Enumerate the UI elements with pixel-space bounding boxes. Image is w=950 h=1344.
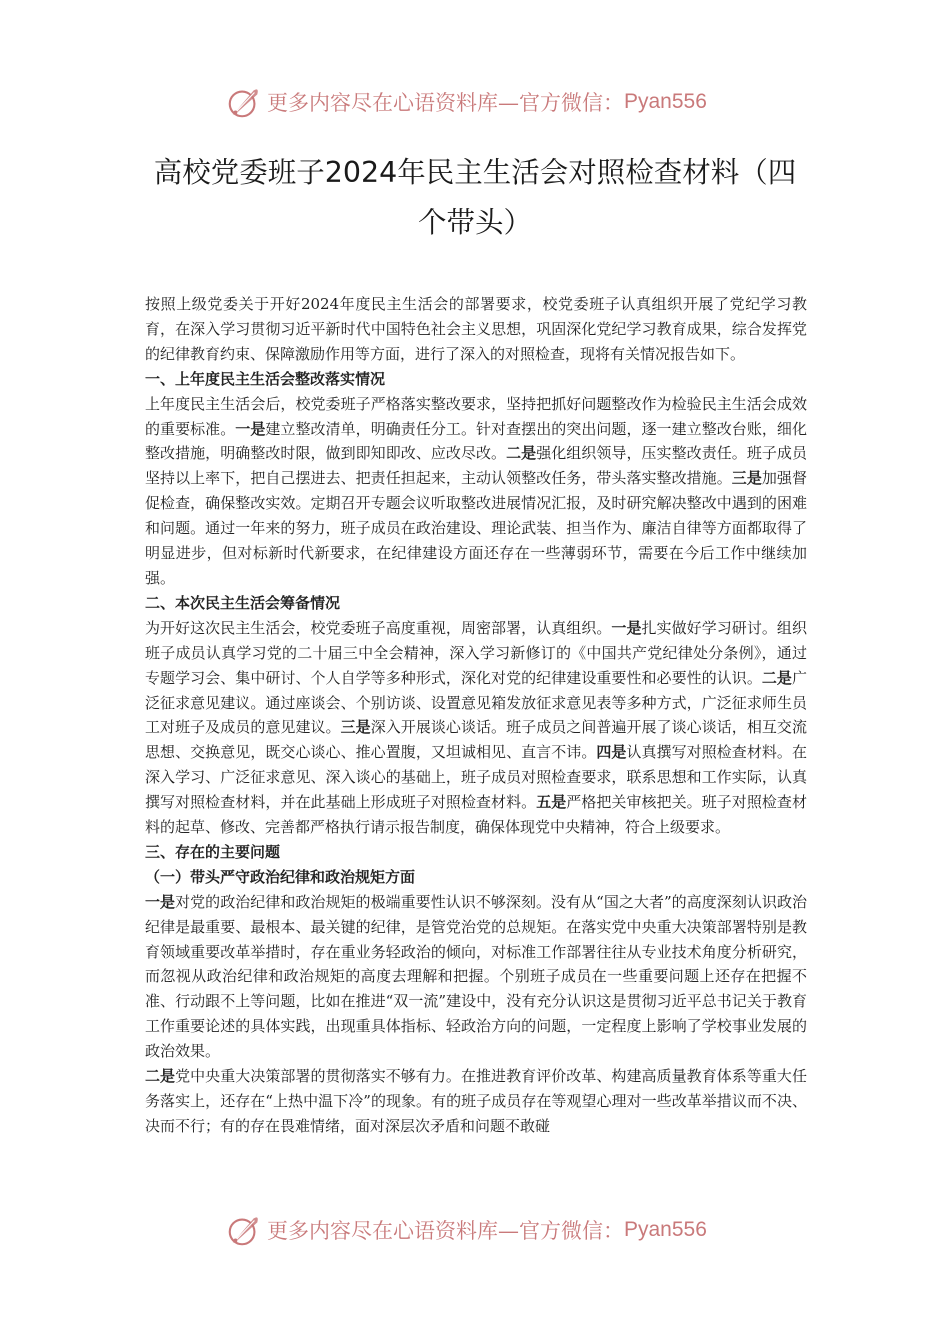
section-2-text: 严格把关审核把关。班子对照检查材料的起草、修改、完善都严格执行请示报告制度，确保体现党中央精神，符合上级要求。 [145,793,807,837]
section-2-text: 为开好这次民主生活会，校党委班子高度重视，周密部署，认真组织。 [145,618,612,637]
intro-paragraph: 按照上级党委关于开好2024年度民主生活会的部署要求，校党委班子认真组织开展了党纪学习教育，在深入学习贯彻习近平新时代中国特色社会主义思想，巩固深化党纪学习教育成果，综合发挥党的纪律教育约束、保障激励作用等方面，进行了深入的对照检查，现将有关情况报告如下。 [145,295,807,363]
watermark-banner-bottom [225,1210,707,1250]
section-3-paragraph-1 [145,890,807,1064]
section-3-subheading: （一）带头严守政治纪律和政治规矩方面 [145,867,416,886]
keyword: 三是 [731,469,762,488]
watermark-wechat-id: Pyan556 [624,1218,707,1241]
section-3-text: 党中央重大决策部署的贯彻落实不够有力。在推进教育评价改革、构建高质量教育体系等重大任务落实上，还存在“上热中温下冷”的现象。有的班子成员存在等观望心理对一些改革举措议而不决、决而不行；有的存在畏难情绪，面对深层次矛盾和问题不敢碰 [145,1067,807,1135]
watermark-banner-top [225,82,707,122]
feather-pen-logo-icon [225,83,263,121]
section-2-text: 深入开展谈心谈话。班子成员之间普遍开展了谈心谈话，相互交流思想、交换意见，既交心谈心、推心置腹，又坦诚相见、直言不讳。 [145,718,807,762]
section-2-heading: 二、本次民主生活会筹备情况 [145,593,341,612]
section-2-text: 广泛征求意见建议。通过座谈会、个别访谈、设置意见箱发放征求意见表等多种方式，广泛征求师生员工对班子及成员的意见建议。 [145,668,807,737]
document-body [145,292,807,1139]
keyword: 一是 [235,419,266,438]
keyword: 一是 [611,618,642,637]
feather-pen-logo-icon [225,1211,263,1249]
keyword: 二是 [145,1067,176,1086]
section-1-heading: 一、上年度民主生活会整改落实情况 [145,369,386,388]
document-title: 高校党委班子2024年民主生活会对照检查材料（四个带头） [153,156,797,239]
keyword: 一是 [145,892,176,911]
section-1-text: 上年度民主生活会后，校党委班子严格落实整改要求，坚持把抓好问题整改作为检验民主生活会成效的重要标准。 [145,394,807,438]
section-1-text: 强化组织领导，压实整改责任。班子成员坚持以上率下，把自己摆进去、把责任担起来，主动认领整改任务，带头落实整改措施。 [145,444,807,488]
section-1-text: 加强督促检查，确保整改实效。定期召开专题会议听取整改进展情况汇报，及时研究解决整改中遇到的困难和问题。通过一年来的努力，班子成员在政治建设、理论武装、担当作为、廉洁自律等方面都取得了明显进步，但对标新时代新要求，在纪律建设方面还存在一些薄弱环节，需要在今后工作中继续加强。 [145,469,807,587]
keyword: 二是 [506,444,537,463]
section-3-text: 对党的政治纪律和政治规矩的极端重要性认识不够深刻。没有从“国之大者”的高度深刻认识政治纪律是最重要、最根本、最关键的纪律，是管党治党的总规矩。在落实党中央重大决策部署特别是教育领域重要改革举措时，存在重业务轻政治的倾向，对标准工作部署往往从专业技术角度分析研究，而忽视从政治纪律和政治规矩的高度去理解和把握。个别班子成员在一些重要问题上还存在把握不准、行动跟不上等问题，比如在推进“双一流”建设中，没有充分认识这是贯彻习近平总书记关于教育工作重要论述的具体实践，出现重具体指标、轻政治方向的问题，一定程度上影响了学校事业发展的政治效果。 [145,892,807,1061]
section-2-paragraph [145,616,807,840]
section-3-paragraph-2 [145,1064,807,1139]
section-1-paragraph [145,392,807,591]
section-2-text: 认真撰写对照检查材料。在深入学习、广泛征求意见、深入谈心的基础上，班子成员对照检查要求，联系思想和工作实际，认真撰写对照检查材料，并在此基础上形成班子对照检查材料。 [145,743,807,812]
watermark-wechat-id: Pyan556 [624,90,707,113]
keyword: 五是 [536,793,567,812]
section-2-text: 扎实做好学习研讨。组织班子成员认真学习党的二十届三中全会精神，深入学习新修订的《中国共产党纪律处分条例》，通过专题学习会、集中研讨、个人自学等多种形式，深化对党的纪律建设重要性和必要性的认识。 [145,618,807,687]
watermark-text: 更多内容尽在心语资料库—官方微信： [267,1219,624,1243]
keyword: 二是 [761,668,792,687]
section-1-text: 建立整改清单，明确责任分工。针对查摆出的突出问题，逐一建立整改台账，细化整改措施，明确整改时限，做到即知即改、应改尽改。 [145,419,807,463]
section-3-heading: 三、存在的主要问题 [145,842,281,861]
keyword: 三是 [340,718,371,737]
keyword: 四是 [596,743,627,762]
watermark-text: 更多内容尽在心语资料库—官方微信： [267,91,624,115]
